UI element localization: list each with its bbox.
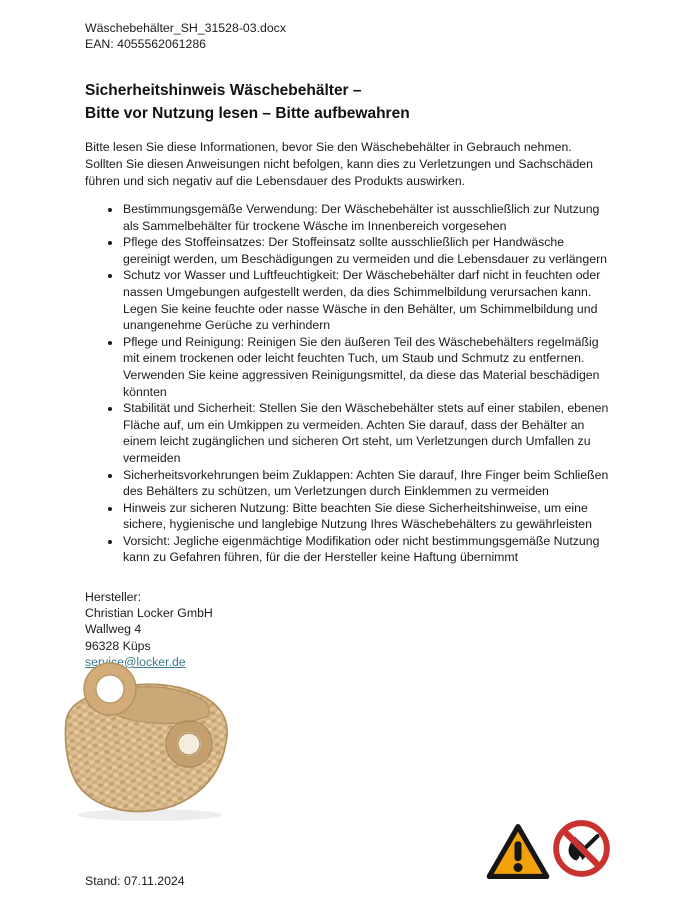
list-item: • Stabilität und Sicherheit: Stellen Sie den Wäschebehälter stets auf einer stabilen, ebenen Fläche auf, um ein Umkippen zu vermeiden. Achten Sie darauf, dass der Behälter an einem leicht zugänglichen und sicheren Ort steht, um Verletzungen durch Umfallen zu vermeiden — [122, 400, 612, 466]
email-link[interactable]: service@locker.de — [85, 654, 186, 669]
document-ean: EAN: 4055562061286 — [85, 37, 207, 51]
list-item: • Hinweis zur sicheren Nutzung: Bitte beachten Sie diese Sicherheitshinweise, um eine sichere, hygienische und langlebige Nutzung Ihres Wäschebehälters zu gewährleisten — [122, 500, 612, 533]
list-item: • Schutz vor Wasser und Luftfeuchtigkeit: Der Wäschebehälter darf nicht in feuchten oder nassen Umgebungen aufgestellt werden, da dies Schimmelbildung verursachen kann. Legen Sie keine feuchte oder nasse Wäsche in den Behälter, um Schimmelbildung und unangenehme Gerüche zu verhindern — [122, 267, 612, 333]
manufacturer-block — [85, 589, 612, 670]
manufacturer-street: Wallweg 4 — [85, 622, 142, 637]
list-item: • Pflege des Stoffeinsatzes: Der Stoffeinsatz sollte ausschließlich per Handwäsche gereinigt werden, um Beschädigungen zu vermeiden und die Lebensdauer zu verlängern — [122, 234, 612, 267]
list-item: • Pflege und Reinigung: Reinigen Sie den äußeren Teil des Wäschebehälters regelmäßig mit einem trockenen oder leicht feuchten Tuch, um Staub und Schmutz zu entfernen. Verwenden Sie keine aggressiven Reinigungsmittel, da diese das Material beschädigen könnten — [122, 334, 612, 400]
manufacturer-name: Christian Locker GmbH — [85, 606, 213, 621]
manufacturer-label: Hersteller: — [85, 590, 142, 605]
page-title-line2: Bitte vor Nutzung lesen – Bitte aufbewahren — [85, 105, 410, 122]
page-title-line1: Sicherheitshinweis Wäschebehälter – — [85, 82, 362, 99]
product-image-basket — [58, 660, 236, 825]
safety-instructions-list — [85, 201, 612, 566]
page-title — [85, 79, 612, 125]
document-filename: Wäschebehälter_SH_31528-03.docx — [85, 21, 286, 35]
list-item: • Sicherheitsvorkehrungen beim Zuklappen: Achten Sie darauf, Ihre Finger beim Schließen des Behälters zu schützen, um Verletzungen durch Einklemmen zu vermeiden — [122, 467, 612, 500]
document-date: Stand: 07.11.2024 — [85, 874, 185, 888]
list-item: • Vorsicht: Jegliche eigenmächtige Modifikation oder nicht bestimmungsgemäße Nutzung kann zu Gefahren führen, für die der Hersteller keine Haftung übernimmt — [122, 533, 612, 566]
warning-triangle-icon — [486, 821, 550, 882]
manufacturer-city: 96328 Küps — [85, 638, 151, 653]
intro-paragraph: Bitte lesen Sie diese Informationen, bevor Sie den Wäschebehälter in Gebrauch nehmen. Sollten Sie diesen Anweisungen nicht befolgen, kann dies zu Verletzungen und Sachschäden führen und sich negativ auf die Lebensdauer des Produkts auswirken. — [85, 140, 593, 188]
no-open-flame-icon — [552, 819, 611, 878]
list-item: • Bestimmungsgemäße Verwendung: Der Wäschebehälter ist ausschließlich zur Nutzung als Sammelbehälter für trockene Wäsche im Innenbereich vorgesehen — [122, 201, 612, 234]
